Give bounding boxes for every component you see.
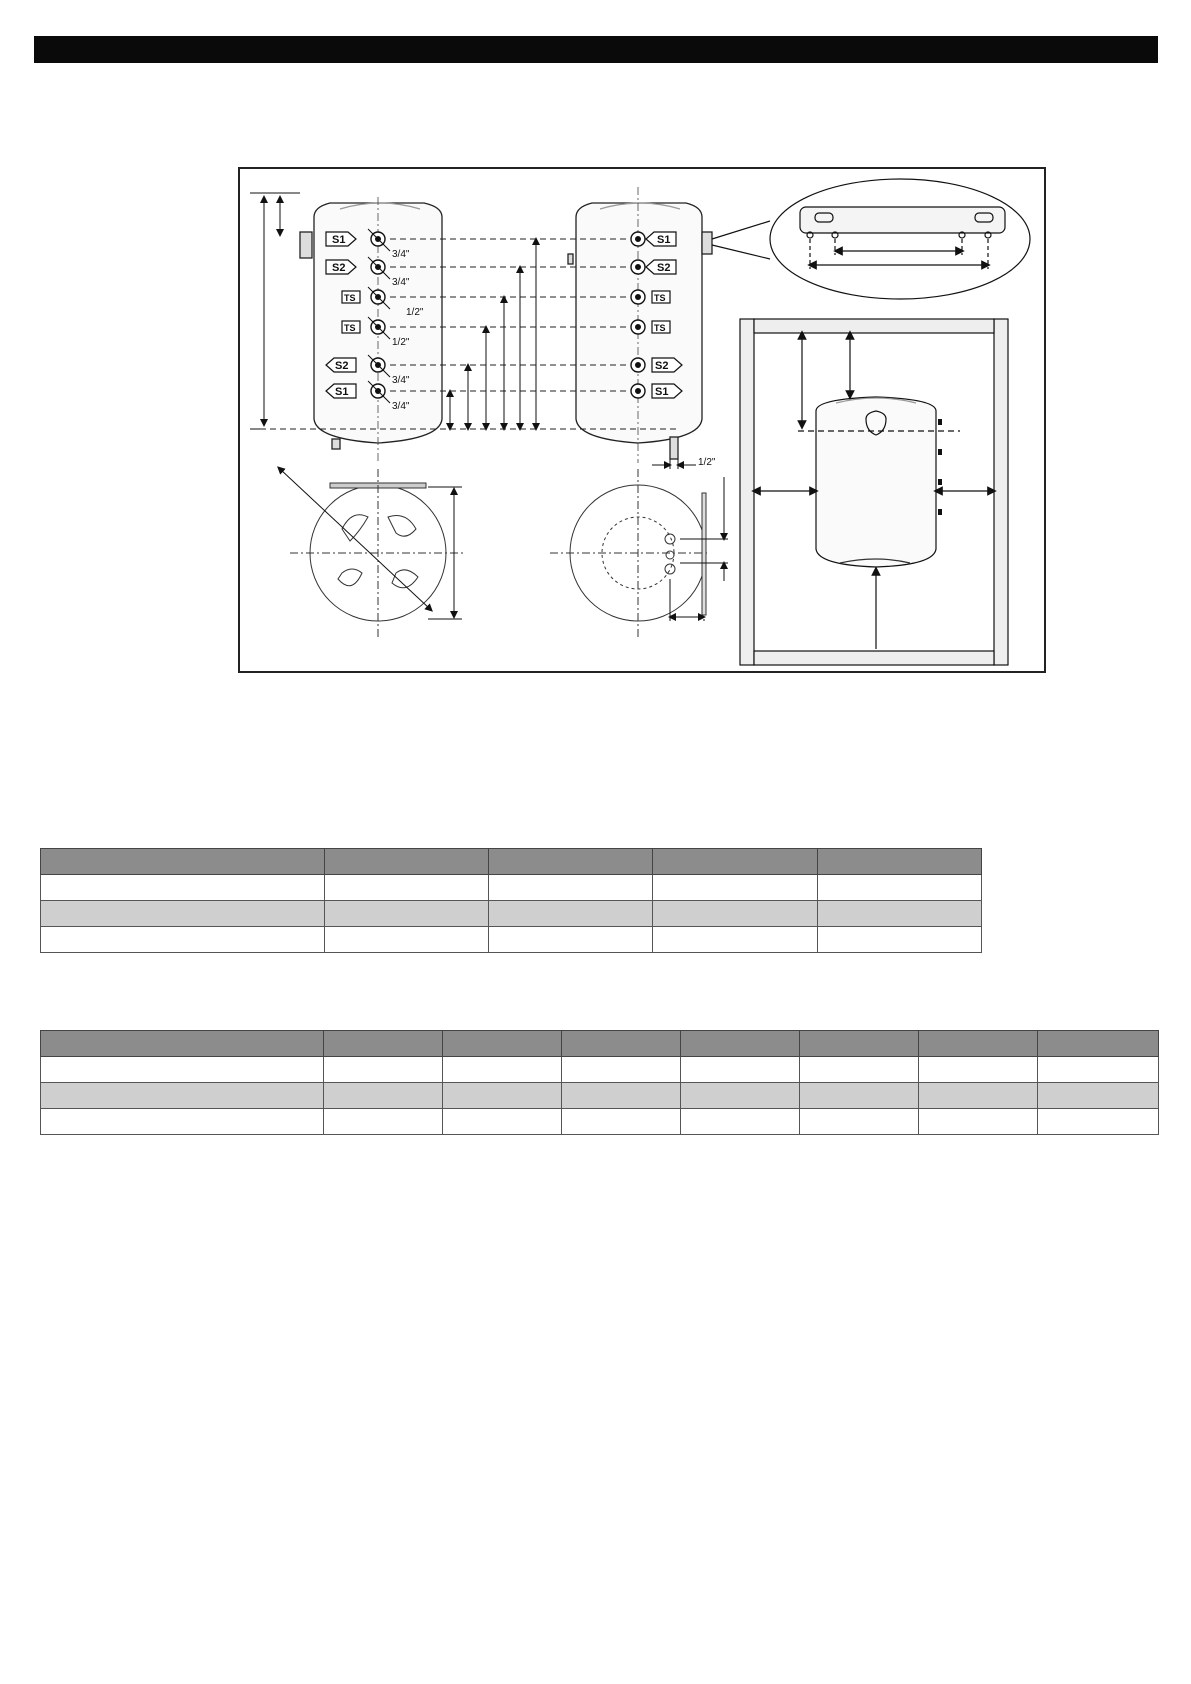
- table-cell: [324, 1031, 443, 1057]
- installation-diagram: [238, 167, 1046, 673]
- table-row: [41, 927, 982, 953]
- table-cell: [443, 1057, 562, 1083]
- table-cell: [653, 849, 817, 875]
- size-1: 3/4": [392, 249, 410, 260]
- table-cell: [41, 849, 325, 875]
- table-cell: [1038, 1083, 1159, 1109]
- label-ts-1-right: TS: [654, 293, 666, 303]
- header-bar: [34, 36, 1158, 63]
- table-cell: [653, 901, 817, 927]
- table-cell: [800, 1031, 919, 1057]
- table-cell: [800, 1109, 919, 1135]
- table-row: [41, 1109, 1159, 1135]
- table-cell: [41, 901, 325, 927]
- table-cell: [653, 875, 817, 901]
- table-cell: [681, 1083, 800, 1109]
- table-cell: [488, 849, 652, 875]
- bracket-detail: [712, 179, 1030, 299]
- drain-size-label: 1/2": [698, 457, 716, 468]
- table-cell: [919, 1109, 1038, 1135]
- table-cell: [562, 1031, 681, 1057]
- table-cell: [919, 1083, 1038, 1109]
- table-cell: [1038, 1057, 1159, 1083]
- drain-dimension: [652, 457, 716, 469]
- table-cell: [324, 1083, 443, 1109]
- dimensions-table-a: [40, 848, 982, 953]
- label-s1-bottom-left: S1: [335, 386, 349, 398]
- table-cell: [817, 901, 981, 927]
- table-cell: [800, 1057, 919, 1083]
- table-cell: [41, 1057, 324, 1083]
- table-row: [41, 1057, 1159, 1083]
- table-cell: [800, 1083, 919, 1109]
- label-s2-top-right: S2: [657, 262, 671, 274]
- size-3: 1/2": [406, 307, 424, 318]
- table-row: [41, 875, 982, 901]
- table-cell: [443, 1083, 562, 1109]
- label-s2-bottom-right: S2: [655, 360, 669, 372]
- table-row: [41, 901, 982, 927]
- label-s2-bottom-left: S2: [335, 360, 349, 372]
- size-4: 1/2": [392, 337, 410, 348]
- label-s1-top-left: S1: [332, 234, 346, 246]
- table-cell: [817, 849, 981, 875]
- table-header-row: [41, 849, 982, 875]
- table-cell: [681, 1057, 800, 1083]
- table-cell: [817, 875, 981, 901]
- table-cell: [919, 1031, 1038, 1057]
- table-row: [41, 1083, 1159, 1109]
- table-cell: [919, 1057, 1038, 1083]
- table-cell: [681, 1031, 800, 1057]
- label-s2-top-left: S2: [332, 262, 346, 274]
- table-cell: [41, 927, 325, 953]
- top-view-left: [280, 469, 466, 639]
- table-cell: [562, 1109, 681, 1135]
- table-cell: [41, 1109, 324, 1135]
- table-cell: [443, 1109, 562, 1135]
- label-s1-bottom-right: S1: [655, 386, 669, 398]
- table-cell: [562, 1083, 681, 1109]
- label-ts-1-left: TS: [344, 293, 356, 303]
- table-cell: [681, 1109, 800, 1135]
- table-cell: [653, 927, 817, 953]
- label-s1-top-right: S1: [657, 234, 671, 246]
- table-cell: [1038, 1109, 1159, 1135]
- table-cell: [324, 927, 488, 953]
- table-cell: [562, 1057, 681, 1083]
- size-5: 3/4": [392, 375, 410, 386]
- clearance-diagram: [740, 319, 1008, 665]
- table-cell: [1038, 1031, 1159, 1057]
- table-cell: [324, 1109, 443, 1135]
- size-2: 3/4": [392, 277, 410, 288]
- table-cell: [41, 1031, 324, 1057]
- dimensions-table-b: [40, 1030, 1159, 1135]
- size-6: 3/4": [392, 401, 410, 412]
- table-cell: [324, 849, 488, 875]
- table-cell: [488, 901, 652, 927]
- top-view-right: [550, 469, 728, 639]
- table-cell: [488, 875, 652, 901]
- table-cell: [41, 875, 325, 901]
- table-cell: [324, 875, 488, 901]
- table-cell: [817, 927, 981, 953]
- table-cell: [41, 1083, 324, 1109]
- label-ts-2-right: TS: [654, 323, 666, 333]
- table-cell: [324, 901, 488, 927]
- table-cell: [443, 1031, 562, 1057]
- table-cell: [324, 1057, 443, 1083]
- label-ts-2-left: TS: [344, 323, 356, 333]
- table-cell: [488, 927, 652, 953]
- table-header-row: [41, 1031, 1159, 1057]
